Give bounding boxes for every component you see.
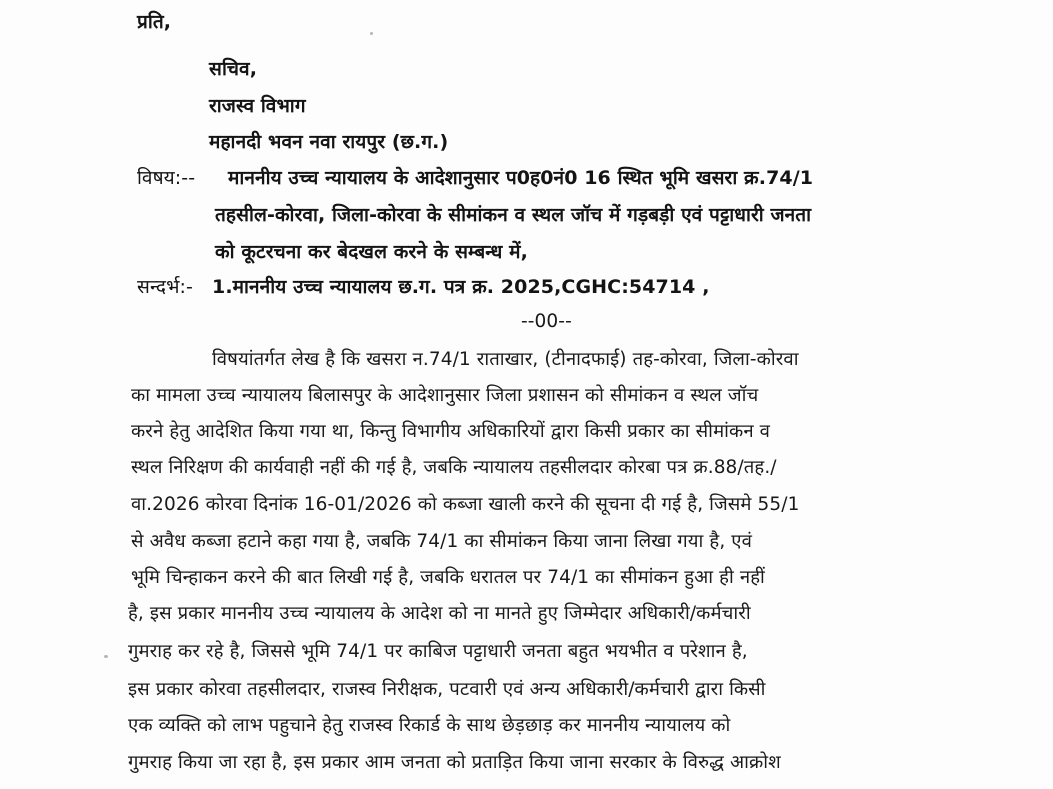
paper-speck (370, 32, 373, 35)
subject-line: को कूटरचना कर बेदखल करने के सम्बन्ध में, (215, 241, 528, 263)
body-line: वा.2026 कोरवा दिनांक 16-01/2026 को कब्जा खाली करने की सूचना दी गई है, जिसमे 55/1 (131, 494, 800, 515)
body-line: गुमराह कर रहे है, जिससे भूमि 74/1 पर काबिज पट्टाधारी जनता बहुत भयभीत व परेशान है, (128, 641, 748, 662)
body-line: से अवैध कब्जा हटाने कहा गया है, जबकि 74/1 का सीमांकन किया जाना लिखा गया है, एवं (131, 531, 753, 552)
paper-speck (104, 655, 108, 658)
body-line: स्थल निरिक्षण की कार्यवाही नहीं की गई है, जबकि न्यायालय तहसीलदार कोरबा पत्र क्र.88/तह./ (131, 457, 777, 478)
subject-line: तहसील-कोरवा, जिला-कोरवा के सीमांकन व स्थल जॉच में गड़बड़ी एवं पट्टाधारी जनता (215, 204, 812, 226)
subject-line: माननीय उच्च न्यायालय के आदेशानुसार प0ह0नं0 16 स्थित भूमि खसरा क्र.74/1 (228, 167, 814, 189)
salutation: प्रति, (137, 11, 172, 33)
subject-label: विषय:-- (137, 167, 196, 189)
body-line: है, इस प्रकार माननीय उच्च न्यायालय के आदेश को ना मानते हुए जिम्मेदार अधिकारी/कर्मचारी (128, 603, 751, 624)
reference-label: सन्दर्भ:- (137, 276, 194, 298)
body-line: विषयांतर्गत लेख है कि खसरा न.74/1 राताखार, (टीनादफाई) तह-कोरवा, जिला-कोरवा (212, 349, 799, 370)
body-line: भूमि चिन्हाकन करने की बात लिखी गई है, जबकि धरातल पर 74/1 का सीमांकन हुआ ही नहीं (131, 567, 765, 588)
separator: --00-- (521, 311, 572, 332)
body-line: इस प्रकार कोरवा तहसीलदार, राजस्व निरीक्षक, पटवारी एवं अन्य अधिकारी/कर्मचारी द्वारा किसी (128, 679, 766, 700)
body-line: का मामला उच्च न्यायालय बिलासपुर के आदेशानुसार जिला प्रशासन को सीमांकन व स्थल जॉच (131, 385, 759, 406)
recipient-address: महानदी भवन नवा रायपुर (छ.ग.) (209, 131, 449, 153)
recipient-department: राजस्व विभाग (209, 95, 306, 117)
reference-text: 1.माननीय उच्च न्यायालय छ.ग. पत्र क्र. 2025,CGHC:54714 , (212, 276, 710, 298)
recipient-designation: सचिव, (209, 58, 258, 80)
body-line: गुमराह किया जा रहा है, इस प्रकार आम जनता को प्रताड़ित किया जाना सरकार के विरुद्ध आक्रोश (128, 752, 781, 773)
body-line: करने हेतु आदेशित किया गया था, किन्तु विभागीय अधिकारियों द्वारा किसी प्रकार का सीमांकन व (131, 421, 771, 442)
body-line: एक व्यक्ति को लाभ पहुचाने हेतु राजस्व रिकार्ड के साथ छेड़छाड़ कर माननीय न्यायालय को (128, 715, 731, 736)
